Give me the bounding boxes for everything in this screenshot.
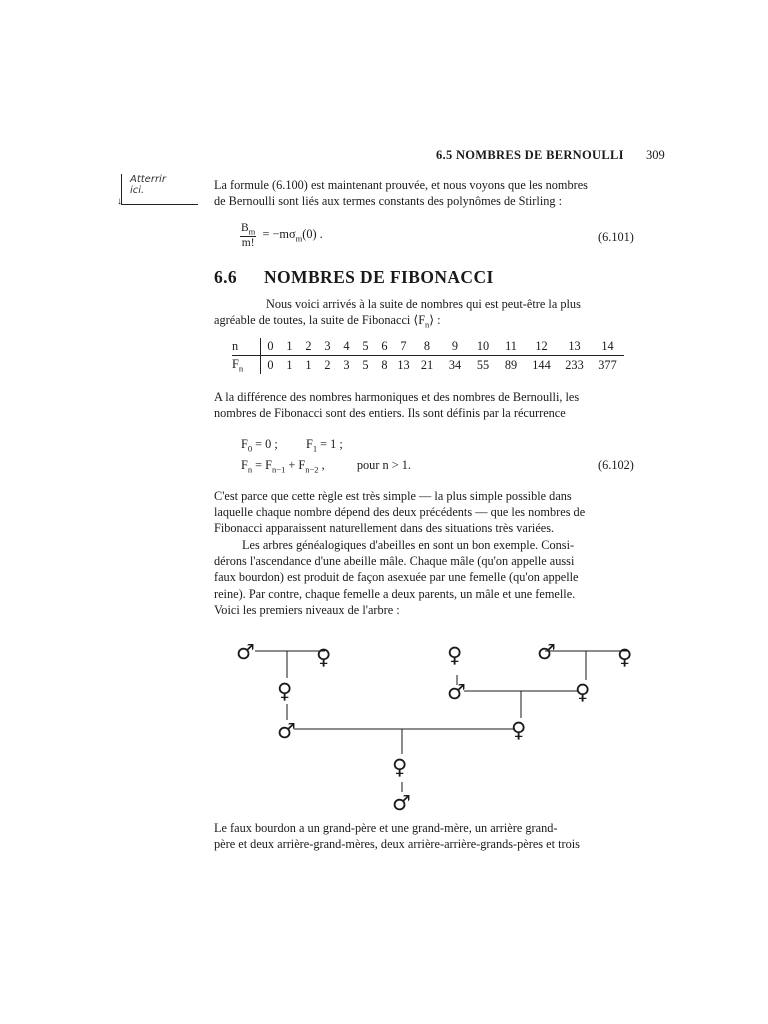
table-cell: 377: [598, 357, 617, 372]
table-cell: 13: [558, 338, 591, 356]
tree-lines: [255, 651, 627, 792]
equation-text: + F: [285, 458, 306, 472]
female-bee-icon: ♀: [447, 643, 463, 667]
table-cell: 6: [375, 338, 394, 356]
paragraph-line: Le faux bourdon a un grand-père et une grand-mère, un arrière grand-: [214, 821, 558, 835]
paragraph-line: Nous voici arrivés à la suite de nombres qui est peut-être la plus: [266, 297, 581, 311]
table-cell: 13: [397, 357, 410, 372]
table-cell: 1: [305, 357, 312, 372]
subscript: 1: [312, 443, 318, 454]
paragraph-line: père et deux arrière-grand-mères, deux arrière-arrière-grands-pères et trois: [214, 837, 580, 852]
paragraph-line: dérons l'ascendance d'une abeille mâle. Chaque mâle (qu'on appelle aussi: [214, 554, 575, 569]
subscript: m: [295, 233, 303, 244]
table-cell: 1: [280, 338, 299, 356]
equation-text: = 0 ;: [252, 437, 278, 451]
male-bee-icon: ♂: [392, 791, 411, 815]
bee-family-tree-diagram: [230, 632, 650, 817]
table-cell: 2: [299, 338, 318, 356]
label-text: F: [232, 357, 239, 371]
row-label-n: n: [232, 338, 261, 356]
equation-text: (0) .: [302, 227, 323, 242]
table-cell: 11: [497, 338, 525, 356]
paragraph-line: Fibonacci apparaissent naturellement dans des situations très variées.: [214, 521, 555, 536]
margin-arrow-icon: ↓: [117, 196, 122, 207]
paragraph-bees: [214, 537, 579, 618]
equation-text: = 1 ;: [317, 437, 343, 451]
table-cell: 14: [591, 338, 624, 356]
table-cell: 4: [337, 338, 356, 356]
table-row-n: [232, 338, 624, 356]
equation-text: ,: [318, 458, 325, 472]
table-cell: 3: [318, 338, 337, 356]
paragraph-line: laquelle chaque nombre dépend des deux précédents — que les nombres de: [214, 505, 586, 520]
female-bee-icon: ♀: [575, 680, 591, 704]
paragraph-line: faux bourdon) est produit de façon asexuée par une femelle (qu'on appelle: [214, 570, 579, 585]
paragraph-recurrence: [214, 389, 579, 421]
female-bee-icon: ♀: [392, 755, 408, 779]
table-cell: 7: [394, 338, 413, 356]
text-span: agréable de toutes, la suite de Fibonacci ⟨F: [214, 313, 426, 328]
equation-6-101: [240, 222, 323, 249]
subscript: n: [238, 363, 244, 374]
paragraph-line: nombres de Fibonacci sont des entiers. Ils sont définis par la récurrence: [214, 406, 566, 421]
paragraph-line: La formule (6.100) est maintenant prouvée, et nous voyons que les nombres: [214, 178, 588, 192]
fraction: [240, 222, 256, 249]
table-cell: 2: [324, 357, 331, 372]
paragraph-intro: [214, 177, 588, 209]
row-label-fn: [232, 356, 261, 375]
table-cell: 0: [261, 338, 281, 356]
table-row-f: [232, 356, 624, 375]
table-cell: 8: [413, 338, 441, 356]
equation-text: F: [241, 458, 248, 472]
equation-number-6-102: (6.102): [598, 458, 634, 472]
margin-note: [121, 174, 198, 205]
subscript: n−2: [305, 464, 319, 475]
table-cell: 21: [420, 357, 434, 372]
table-cell: 5: [362, 357, 369, 372]
text-span: ⟩ :: [429, 313, 441, 328]
fibonacci-table: [232, 338, 624, 374]
equation-6-102-line2: [241, 458, 411, 474]
section-title: NOMBRES DE FIBONACCI: [264, 267, 494, 287]
equation-rhs: [259, 227, 323, 244]
table-cell: 233: [565, 357, 584, 372]
male-bee-icon: ♂: [537, 640, 556, 664]
table-cell: 55: [476, 357, 490, 372]
paragraph-line: Voici les premiers niveaux de l'arbre :: [214, 602, 400, 617]
table-cell: 8: [381, 357, 388, 372]
subscript: m: [248, 226, 256, 237]
female-bee-icon: ♀: [511, 718, 527, 742]
page-number: 309: [646, 148, 665, 162]
section-number: 6.6: [214, 267, 238, 287]
subscript: n−1: [272, 464, 286, 475]
table-cell: 10: [469, 338, 497, 356]
table-cell: 1: [286, 357, 293, 372]
equation-text: = −mσ: [262, 227, 296, 242]
female-bee-icon: ♀: [277, 679, 293, 703]
equation-text: F: [241, 437, 248, 451]
paragraph-line: de Bernoulli sont liés aux termes constants des polynômes de Stirling :: [214, 194, 563, 209]
equation-condition: pour n > 1.: [356, 458, 411, 472]
table-cell: 12: [525, 338, 558, 356]
paragraph-line: [214, 312, 581, 333]
male-bee-icon: ♂: [277, 719, 296, 743]
male-bee-icon: ♂: [447, 680, 466, 704]
equation-6-102-line1: [241, 437, 343, 453]
table-cell: 5: [356, 338, 375, 356]
table-cell: 34: [448, 357, 462, 372]
paragraph-line: A la différence des nombres harmoniques et des nombres de Bernoulli, les: [214, 390, 580, 404]
subscript: 0: [247, 443, 253, 454]
subscript: n: [425, 319, 430, 330]
table-cell: 0: [267, 357, 274, 372]
female-bee-icon: ♀: [316, 645, 332, 669]
paragraph-ancestors: [214, 820, 580, 852]
equation-text: = F: [252, 458, 273, 472]
fraction-numerator: B: [241, 222, 249, 234]
margin-note-line1: Atterrir: [130, 174, 166, 185]
fraction-denominator: m!: [241, 237, 255, 250]
section-heading: [214, 267, 494, 288]
female-bee-icon: ♀: [617, 645, 633, 669]
paragraph-rule: [214, 488, 585, 537]
running-header-section: 6.5 NOMBRES DE BERNOULLI: [436, 148, 624, 162]
table-cell: 9: [441, 338, 469, 356]
male-bee-icon: ♂: [236, 640, 255, 664]
table-cell: 144: [532, 357, 551, 372]
table-cell: 89: [504, 357, 518, 372]
subscript: n: [247, 464, 253, 475]
paragraph-line: Les arbres généalogiques d'abeilles en sont un bon exemple. Consi-: [242, 538, 575, 552]
equation-number-6-101: (6.101): [598, 230, 634, 244]
paragraph-line: C'est parce que cette règle est très simple — la plus simple possible dans: [214, 489, 572, 503]
paragraph-line: reine). Par contre, chaque femelle a deux parents, un mâle et une femelle.: [214, 586, 576, 601]
equation-text: F: [305, 437, 313, 451]
margin-note-line2: ici.: [130, 185, 145, 196]
table-cell: 3: [343, 357, 350, 372]
paragraph-fibonacci-intro: [214, 296, 581, 333]
